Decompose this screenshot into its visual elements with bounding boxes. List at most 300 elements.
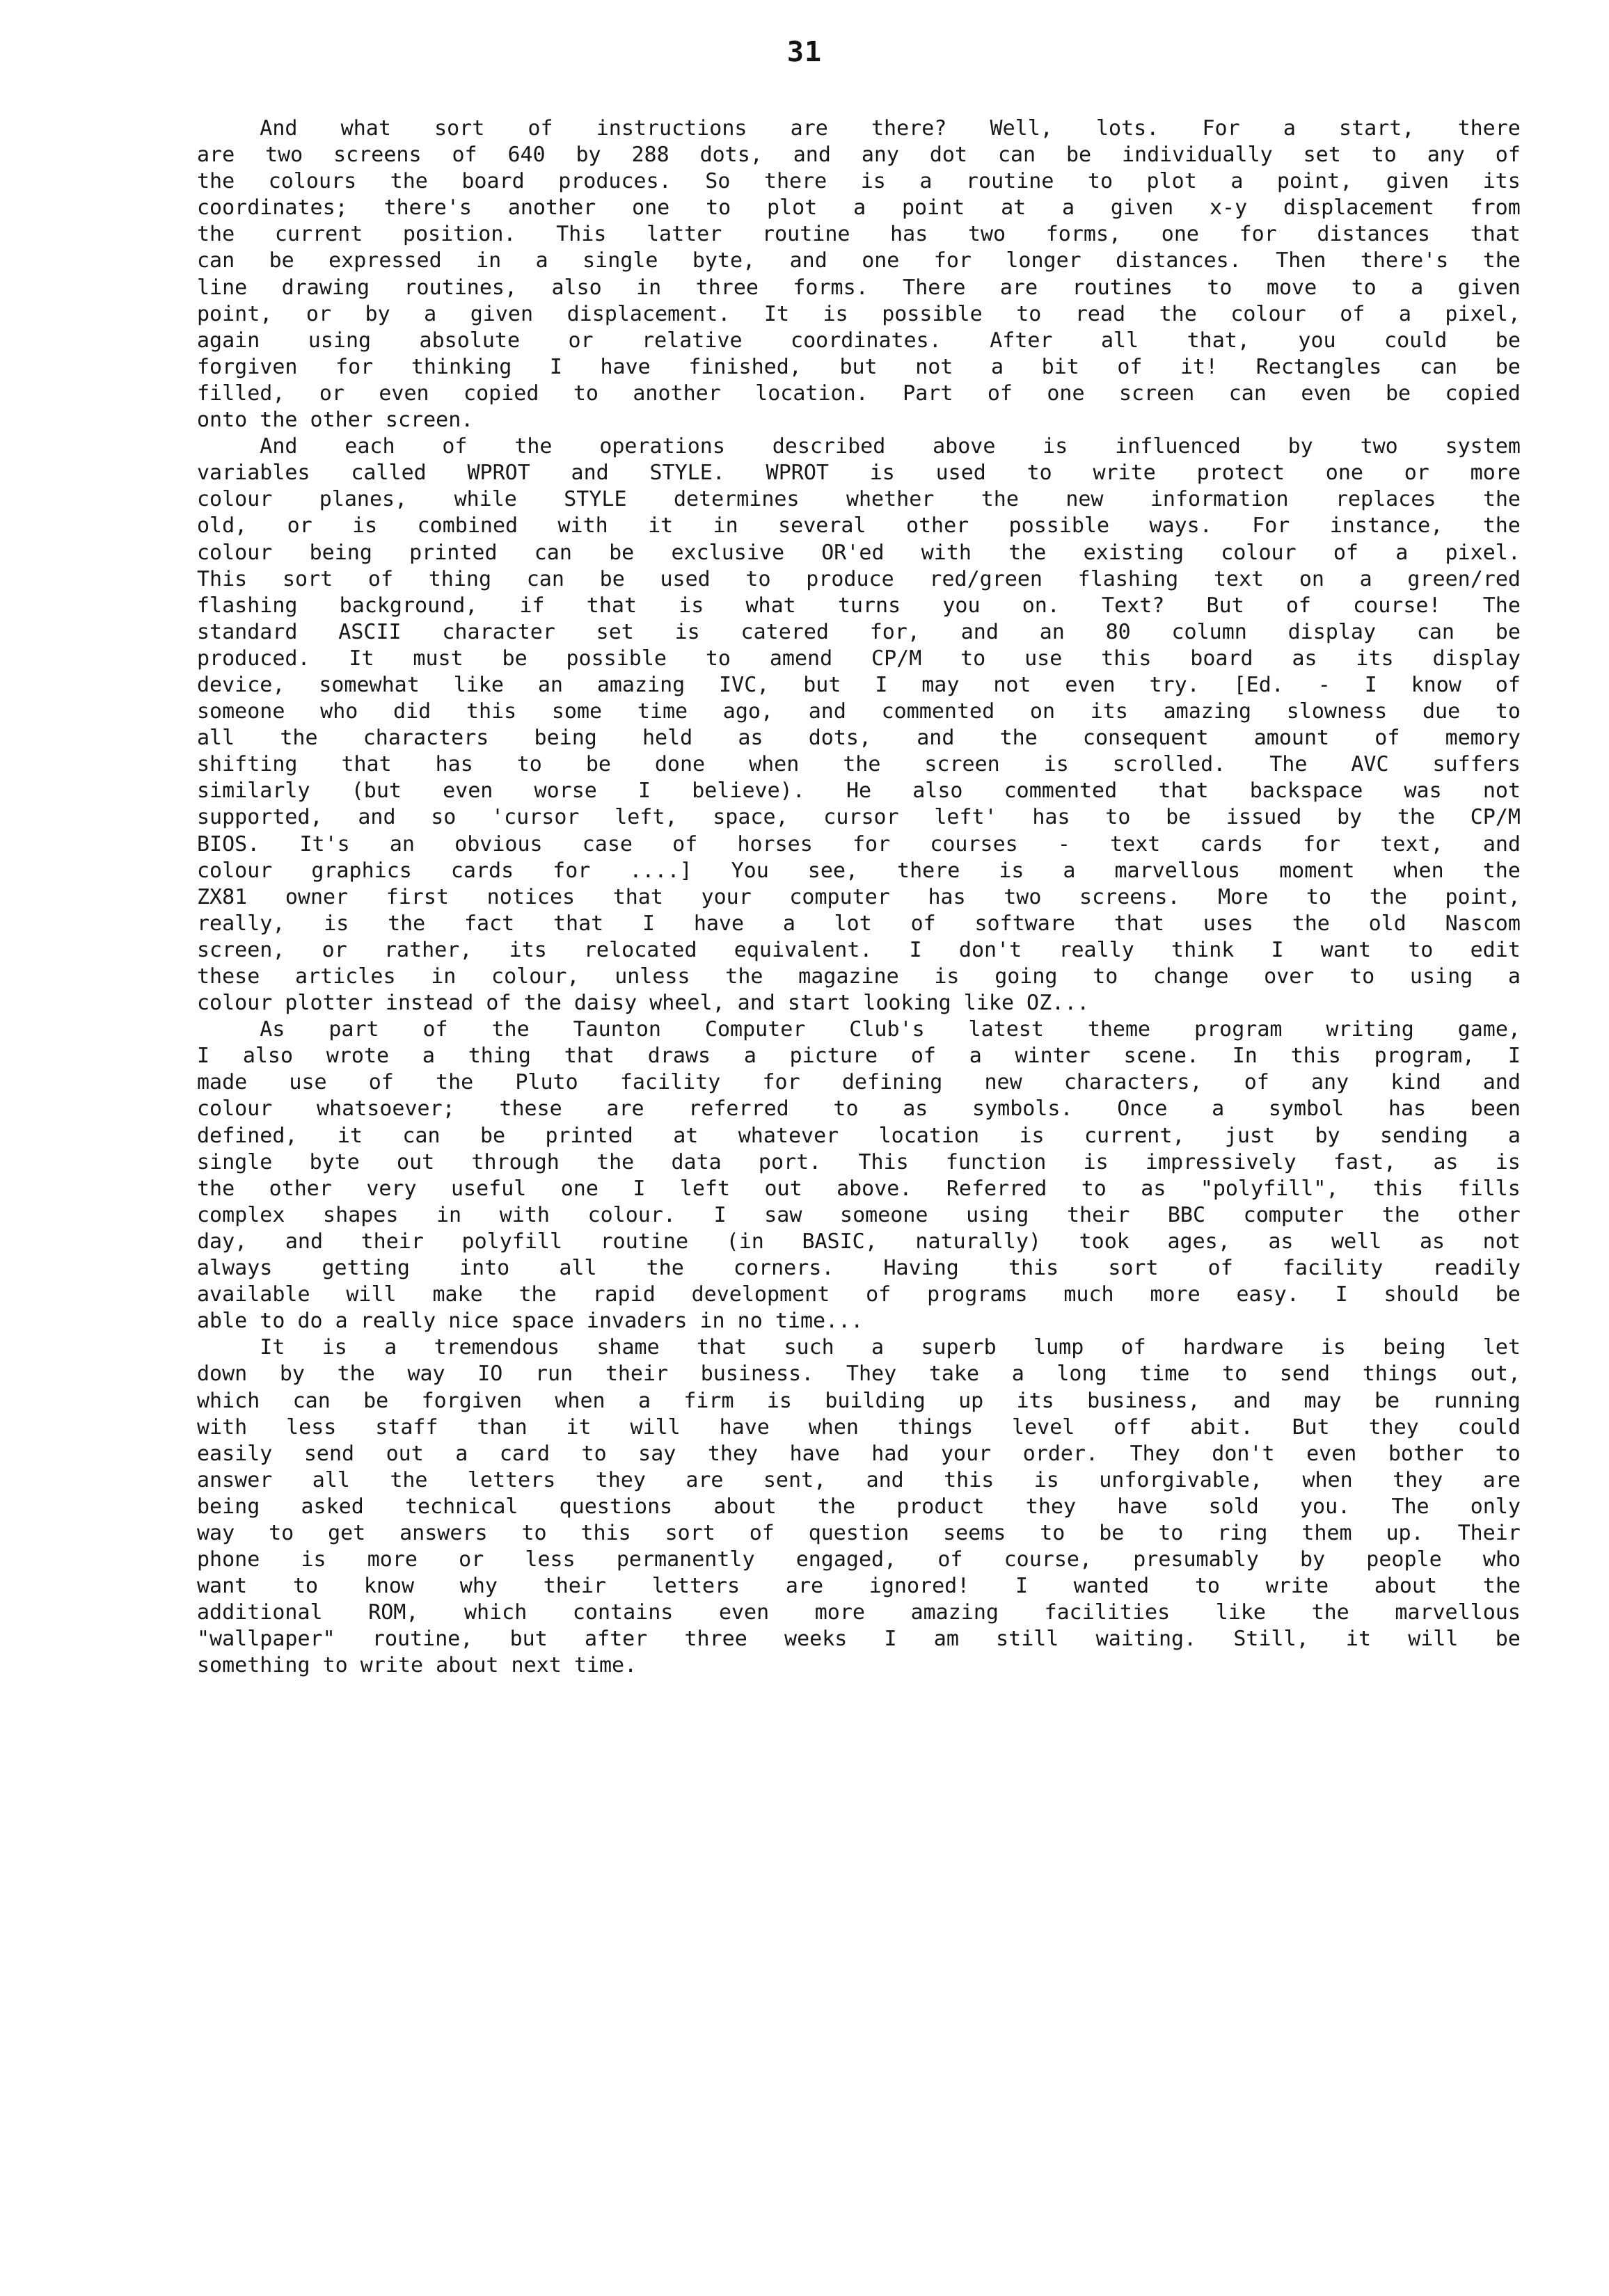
line-segment: sort bbox=[1108, 1256, 1159, 1281]
line-segment: getting bbox=[322, 1256, 410, 1281]
line-segment: copied bbox=[1445, 381, 1521, 406]
line-segment: very bbox=[366, 1176, 417, 1201]
line-segment: bit bbox=[1041, 354, 1079, 379]
line-segment: relocated bbox=[584, 937, 697, 962]
line-segment: set bbox=[1303, 143, 1341, 168]
line-segment: there? bbox=[871, 116, 947, 141]
line-segment: displacement bbox=[1283, 196, 1434, 221]
line-segment: and bbox=[571, 461, 609, 486]
line-segment: ignored! bbox=[869, 1574, 970, 1599]
line-segment: due bbox=[1422, 699, 1461, 724]
line-segment: The bbox=[1391, 1494, 1429, 1519]
line-segment: More bbox=[1218, 884, 1269, 909]
line-segment: There bbox=[903, 275, 966, 300]
line-segment: program, bbox=[1374, 1044, 1475, 1069]
line-segment: by bbox=[365, 301, 390, 326]
line-segment: latter bbox=[647, 222, 722, 247]
line-segment: IVC, bbox=[719, 672, 770, 697]
line-segment: supported, bbox=[197, 805, 323, 830]
line-segment: that bbox=[1113, 911, 1164, 936]
line-segment: longer bbox=[1006, 248, 1081, 273]
line-segment: can bbox=[1228, 381, 1267, 406]
line-segment: which bbox=[197, 1388, 260, 1413]
line-segment: column bbox=[1171, 619, 1247, 644]
line-segment: card bbox=[499, 1441, 550, 1466]
line-segment: is bbox=[322, 1335, 347, 1360]
line-segment: write bbox=[1093, 461, 1156, 486]
text-line bbox=[197, 699, 1521, 725]
line-segment: or bbox=[306, 301, 332, 326]
line-segment: to bbox=[960, 646, 986, 671]
line-segment: all bbox=[559, 1256, 597, 1281]
line-segment: is bbox=[1033, 1467, 1059, 1492]
line-segment: I bbox=[633, 1176, 646, 1201]
line-segment: by bbox=[279, 1362, 305, 1387]
line-segment: I bbox=[1271, 937, 1284, 962]
line-segment: IO bbox=[477, 1362, 503, 1387]
line-segment: two bbox=[1004, 884, 1042, 909]
line-segment: of bbox=[1333, 540, 1358, 565]
line-segment: thing bbox=[428, 566, 492, 591]
line-segment: that bbox=[553, 911, 604, 936]
line-segment: move bbox=[1266, 275, 1317, 300]
line-segment: be bbox=[1495, 354, 1521, 379]
line-segment: through bbox=[471, 1149, 560, 1174]
line-segment: have bbox=[600, 354, 651, 379]
line-segment: They bbox=[846, 1362, 897, 1387]
line-segment: your bbox=[940, 1441, 992, 1466]
line-segment: one bbox=[1161, 222, 1199, 247]
line-segment: a bbox=[1283, 116, 1296, 141]
line-segment: 640 bbox=[507, 143, 546, 168]
text-line bbox=[197, 1043, 1521, 1069]
line-segment: background, bbox=[339, 593, 478, 618]
line-segment: I bbox=[875, 672, 888, 697]
line-segment: any bbox=[1310, 1070, 1349, 1095]
line-segment: sent, bbox=[763, 1467, 827, 1492]
line-segment: they bbox=[1025, 1494, 1077, 1519]
line-segment: scene. bbox=[1123, 1044, 1199, 1069]
line-segment: is bbox=[1083, 1149, 1109, 1174]
line-segment: be bbox=[1495, 619, 1521, 644]
line-segment: is bbox=[1043, 434, 1068, 459]
text-line bbox=[197, 1467, 1521, 1494]
line-segment: This bbox=[197, 566, 248, 591]
line-segment: described bbox=[772, 434, 886, 459]
line-segment: up. bbox=[1386, 1520, 1424, 1545]
line-segment: of bbox=[672, 831, 698, 856]
line-segment: I bbox=[1364, 672, 1377, 697]
line-segment: letters bbox=[651, 1574, 740, 1599]
line-segment: winter bbox=[1015, 1044, 1091, 1069]
line-segment: may bbox=[1303, 1388, 1342, 1413]
line-segment: over bbox=[1264, 964, 1315, 989]
line-segment: other bbox=[269, 1176, 332, 1201]
line-segment: case bbox=[582, 831, 633, 856]
line-segment: on bbox=[1299, 566, 1324, 591]
paragraph bbox=[197, 433, 1521, 1017]
line-segment: the bbox=[1482, 513, 1521, 539]
line-segment: hardware bbox=[1182, 1335, 1284, 1360]
line-segment: can bbox=[1419, 354, 1458, 379]
line-segment: In bbox=[1232, 1044, 1258, 1069]
line-segment: is bbox=[934, 964, 960, 989]
line-segment: to bbox=[1081, 1176, 1107, 1201]
line-segment: programs bbox=[927, 1282, 1028, 1307]
line-segment: coordinates. bbox=[791, 328, 942, 353]
line-segment: Part bbox=[903, 381, 953, 406]
line-segment: the bbox=[1381, 1202, 1420, 1227]
line-segment: a bbox=[871, 1335, 885, 1360]
line-segment: program bbox=[1194, 1017, 1283, 1042]
line-segment: as bbox=[1433, 1149, 1459, 1174]
line-segment: Referred bbox=[946, 1176, 1047, 1201]
line-segment: CP/M bbox=[1470, 805, 1521, 830]
line-segment: screen, bbox=[197, 937, 285, 962]
line-segment: is bbox=[301, 1547, 326, 1572]
line-segment: of bbox=[1120, 1335, 1146, 1360]
line-segment: STYLE. bbox=[649, 461, 725, 486]
line-segment: is bbox=[869, 461, 895, 486]
line-segment: a bbox=[1507, 964, 1521, 989]
line-segment: think bbox=[1171, 937, 1235, 962]
line-segment: with bbox=[197, 1414, 248, 1440]
line-segment: display bbox=[1432, 646, 1521, 671]
line-segment: screens. bbox=[1079, 884, 1180, 909]
line-segment: is bbox=[674, 619, 700, 644]
line-segment: to bbox=[705, 646, 731, 671]
line-segment: a bbox=[990, 354, 1004, 379]
line-segment: two bbox=[967, 222, 1006, 247]
line-segment: tremendous bbox=[434, 1335, 560, 1360]
line-segment: produces. bbox=[558, 169, 672, 194]
line-segment: these bbox=[197, 964, 260, 989]
line-segment: a bbox=[384, 1335, 397, 1360]
line-segment: Well, bbox=[990, 116, 1053, 141]
line-segment: of bbox=[422, 1017, 448, 1042]
line-segment: not bbox=[1482, 779, 1521, 804]
line-segment: I bbox=[1507, 1044, 1521, 1069]
line-segment: being bbox=[309, 540, 372, 565]
line-segment: be bbox=[609, 540, 635, 565]
line-segment: text bbox=[1213, 566, 1265, 591]
line-segment: the bbox=[817, 1494, 856, 1519]
text-line bbox=[197, 381, 1521, 407]
line-segment: STYLE bbox=[564, 487, 627, 512]
text-line bbox=[197, 646, 1521, 672]
line-segment: the bbox=[1292, 911, 1330, 936]
line-segment: in bbox=[436, 1202, 462, 1227]
line-segment: with bbox=[499, 1202, 550, 1227]
line-segment: of bbox=[367, 566, 394, 591]
line-segment: their bbox=[1066, 1202, 1130, 1227]
line-segment: one bbox=[1047, 381, 1085, 406]
line-segment: turns bbox=[837, 593, 901, 618]
line-segment: produce bbox=[806, 566, 894, 591]
line-segment: defining bbox=[841, 1070, 943, 1095]
line-segment: be bbox=[1066, 143, 1092, 168]
line-segment: somewhat bbox=[319, 672, 420, 697]
line-segment: more bbox=[1150, 1282, 1200, 1307]
line-segment: one bbox=[862, 248, 900, 273]
line-segment: function bbox=[945, 1149, 1047, 1174]
line-segment: has bbox=[435, 752, 473, 777]
page-number: 31 bbox=[786, 36, 823, 68]
line-segment: current bbox=[274, 222, 363, 247]
line-segment: for bbox=[1239, 222, 1277, 247]
text-line bbox=[197, 1414, 1521, 1441]
line-segment: is bbox=[352, 513, 378, 539]
line-segment: forgiven bbox=[421, 1388, 523, 1413]
line-segment: variables bbox=[197, 461, 310, 486]
line-segment: has bbox=[1388, 1097, 1427, 1122]
line-segment: thinking bbox=[411, 354, 512, 379]
line-segment: an bbox=[389, 831, 415, 856]
line-segment: is bbox=[1043, 752, 1069, 777]
line-segment: to bbox=[516, 752, 542, 777]
line-segment: consequent bbox=[1082, 726, 1209, 751]
line-segment: only bbox=[1470, 1494, 1521, 1519]
line-segment: a bbox=[455, 1441, 468, 1466]
line-segment: are bbox=[785, 1574, 824, 1599]
line-segment: is bbox=[823, 301, 848, 326]
paragraph bbox=[197, 115, 1521, 433]
line-segment: computer bbox=[789, 884, 890, 909]
line-segment: naturally) bbox=[915, 1229, 1042, 1254]
line-segment: has bbox=[928, 884, 966, 909]
line-segment: filled, bbox=[197, 381, 285, 406]
line-segment: make bbox=[432, 1282, 483, 1307]
line-segment: did bbox=[393, 699, 431, 724]
line-segment: answer bbox=[197, 1467, 273, 1492]
line-segment: suffers bbox=[1432, 752, 1521, 777]
line-segment: engaged, bbox=[795, 1547, 897, 1572]
line-segment: held bbox=[642, 726, 693, 751]
line-segment: a bbox=[853, 196, 866, 221]
line-segment: colour bbox=[197, 858, 273, 883]
line-segment: courses bbox=[930, 831, 1018, 856]
line-segment: Taunton bbox=[573, 1017, 661, 1042]
line-segment: are bbox=[606, 1097, 644, 1122]
line-segment: have bbox=[693, 911, 745, 936]
line-segment: the bbox=[197, 169, 235, 194]
text-line bbox=[197, 725, 1521, 751]
line-segment: I bbox=[1335, 1282, 1348, 1307]
line-segment: way bbox=[407, 1362, 445, 1387]
line-segment: the bbox=[491, 1017, 530, 1042]
text-line bbox=[197, 1652, 1521, 1679]
line-segment: order. bbox=[1022, 1441, 1099, 1466]
line-segment: sort bbox=[434, 116, 485, 141]
line-segment: I bbox=[1015, 1574, 1029, 1599]
line-segment: routine bbox=[965, 169, 1054, 194]
line-segment: the bbox=[197, 222, 235, 247]
line-segment: and bbox=[1482, 1070, 1521, 1095]
line-segment: when bbox=[808, 1414, 859, 1440]
line-segment: that bbox=[341, 752, 392, 777]
line-segment: was bbox=[1404, 779, 1442, 804]
line-segment: all bbox=[1100, 328, 1139, 353]
line-segment: are bbox=[197, 143, 235, 168]
line-segment: I bbox=[638, 779, 651, 804]
line-segment: a bbox=[1411, 275, 1424, 300]
line-segment: be bbox=[1385, 381, 1411, 406]
line-segment: waiting. bbox=[1095, 1627, 1197, 1652]
text-line bbox=[197, 672, 1521, 699]
line-segment: device, bbox=[197, 672, 285, 697]
line-segment: shifting bbox=[197, 752, 298, 777]
text-line bbox=[197, 1149, 1521, 1176]
line-segment: symbols. bbox=[972, 1097, 1073, 1122]
line-segment: routine bbox=[762, 222, 850, 247]
line-segment: level bbox=[1012, 1414, 1075, 1440]
line-segment: above bbox=[933, 434, 996, 459]
line-segment: always bbox=[197, 1256, 273, 1281]
line-segment: symbol bbox=[1268, 1097, 1345, 1122]
line-segment: first bbox=[386, 884, 450, 909]
line-segment: screen bbox=[924, 752, 1000, 777]
text-line bbox=[197, 407, 1521, 433]
line-segment: is bbox=[999, 858, 1024, 883]
line-segment: have bbox=[1117, 1494, 1168, 1519]
line-segment: know bbox=[1411, 672, 1461, 697]
line-segment: point, bbox=[1276, 169, 1353, 194]
line-segment: don't bbox=[1212, 1441, 1275, 1466]
line-segment: able to do a really nice space invaders in no time... bbox=[197, 1309, 864, 1334]
line-segment: - bbox=[1057, 831, 1070, 856]
line-segment: you. bbox=[1300, 1494, 1351, 1519]
text-line bbox=[197, 1123, 1521, 1149]
line-segment: they bbox=[1393, 1467, 1443, 1492]
text-line bbox=[197, 1600, 1521, 1626]
line-segment: colour bbox=[1230, 301, 1306, 326]
line-segment: possible bbox=[1008, 513, 1110, 539]
line-segment: into bbox=[459, 1256, 510, 1281]
line-segment: for, bbox=[869, 619, 920, 644]
line-segment: be bbox=[585, 752, 611, 777]
line-segment: So bbox=[705, 169, 731, 194]
text-line bbox=[197, 619, 1521, 646]
line-segment: really bbox=[1059, 937, 1134, 962]
line-segment: another bbox=[633, 381, 721, 406]
line-segment: a bbox=[969, 1044, 982, 1069]
line-segment: exclusive bbox=[671, 540, 785, 565]
line-segment: I bbox=[642, 911, 656, 936]
line-segment: left, bbox=[615, 805, 678, 830]
line-segment: polyfill bbox=[461, 1229, 563, 1254]
line-segment: BIOS. bbox=[197, 831, 260, 856]
line-segment: to bbox=[1495, 699, 1521, 724]
line-segment: which bbox=[464, 1600, 528, 1625]
line-segment: This bbox=[556, 222, 607, 247]
line-segment: several bbox=[778, 513, 866, 539]
text-line bbox=[197, 460, 1521, 486]
line-segment: seems bbox=[943, 1520, 1006, 1545]
line-segment: will bbox=[630, 1414, 681, 1440]
line-segment: or bbox=[287, 513, 312, 539]
line-segment: is bbox=[324, 911, 349, 936]
line-segment: and bbox=[808, 699, 846, 724]
line-segment: down bbox=[197, 1362, 248, 1387]
line-segment: must bbox=[413, 646, 463, 671]
line-segment: its bbox=[1090, 699, 1128, 724]
line-segment: has bbox=[890, 222, 928, 247]
line-segment: these bbox=[499, 1097, 562, 1122]
line-segment: left bbox=[679, 1176, 731, 1201]
line-segment: day, bbox=[197, 1229, 248, 1254]
line-segment: "polyfill", bbox=[1200, 1176, 1339, 1201]
line-segment: Club's bbox=[849, 1017, 925, 1042]
line-segment: an bbox=[1039, 619, 1065, 644]
line-segment: standard bbox=[197, 619, 298, 644]
line-segment: and bbox=[789, 248, 827, 273]
line-segment: impressively bbox=[1145, 1149, 1297, 1174]
line-segment: absolute bbox=[419, 328, 521, 353]
line-segment: amount bbox=[1253, 726, 1330, 751]
line-segment: to bbox=[1040, 1520, 1065, 1545]
line-segment: by bbox=[1315, 1123, 1340, 1148]
line-segment: up bbox=[958, 1388, 984, 1413]
line-segment: latest bbox=[968, 1017, 1044, 1042]
line-segment: as bbox=[1141, 1176, 1166, 1201]
line-segment: 80 bbox=[1105, 619, 1131, 644]
line-segment: being bbox=[1383, 1335, 1446, 1360]
line-segment: to bbox=[1016, 301, 1042, 326]
line-segment: took bbox=[1079, 1229, 1130, 1254]
line-segment: I bbox=[909, 937, 922, 962]
line-segment: the bbox=[1008, 540, 1047, 565]
line-segment: forms, bbox=[1045, 222, 1122, 247]
line-segment: be bbox=[269, 248, 294, 273]
line-segment: articles bbox=[295, 964, 396, 989]
line-segment: easily bbox=[197, 1441, 273, 1466]
text-line bbox=[197, 168, 1521, 195]
line-segment: rather, bbox=[383, 937, 473, 962]
line-segment: the bbox=[1369, 884, 1407, 909]
line-segment: when bbox=[749, 752, 800, 777]
text-line bbox=[197, 778, 1521, 804]
line-segment: going bbox=[994, 964, 1058, 989]
line-segment: - bbox=[1317, 672, 1331, 697]
text-line bbox=[197, 1202, 1521, 1229]
text-line bbox=[197, 964, 1521, 990]
line-segment: defined, bbox=[197, 1123, 298, 1148]
line-segment: what bbox=[745, 593, 796, 618]
line-segment: to bbox=[1349, 964, 1375, 989]
text-line bbox=[197, 513, 1521, 539]
line-segment: of bbox=[452, 143, 477, 168]
line-segment: than bbox=[477, 1414, 528, 1440]
line-segment: 'cursor bbox=[491, 805, 580, 830]
line-segment: you bbox=[942, 593, 981, 618]
line-segment: ASCII bbox=[338, 619, 402, 644]
line-segment: dots, bbox=[699, 143, 763, 168]
line-segment: things bbox=[897, 1414, 974, 1440]
line-segment: byte, bbox=[692, 248, 756, 273]
line-segment: similarly bbox=[197, 779, 310, 804]
line-segment: can bbox=[197, 248, 235, 273]
line-segment: that bbox=[696, 1335, 747, 1360]
line-segment: for bbox=[1303, 831, 1341, 856]
line-segment: are bbox=[685, 1467, 724, 1492]
line-segment: line bbox=[197, 275, 248, 300]
line-segment: be bbox=[599, 566, 625, 591]
line-segment: Text? bbox=[1102, 593, 1165, 618]
line-segment: given bbox=[470, 301, 534, 326]
line-segment: amazing bbox=[910, 1600, 999, 1625]
line-segment: plot bbox=[767, 196, 818, 221]
line-segment: computer bbox=[1243, 1202, 1345, 1227]
